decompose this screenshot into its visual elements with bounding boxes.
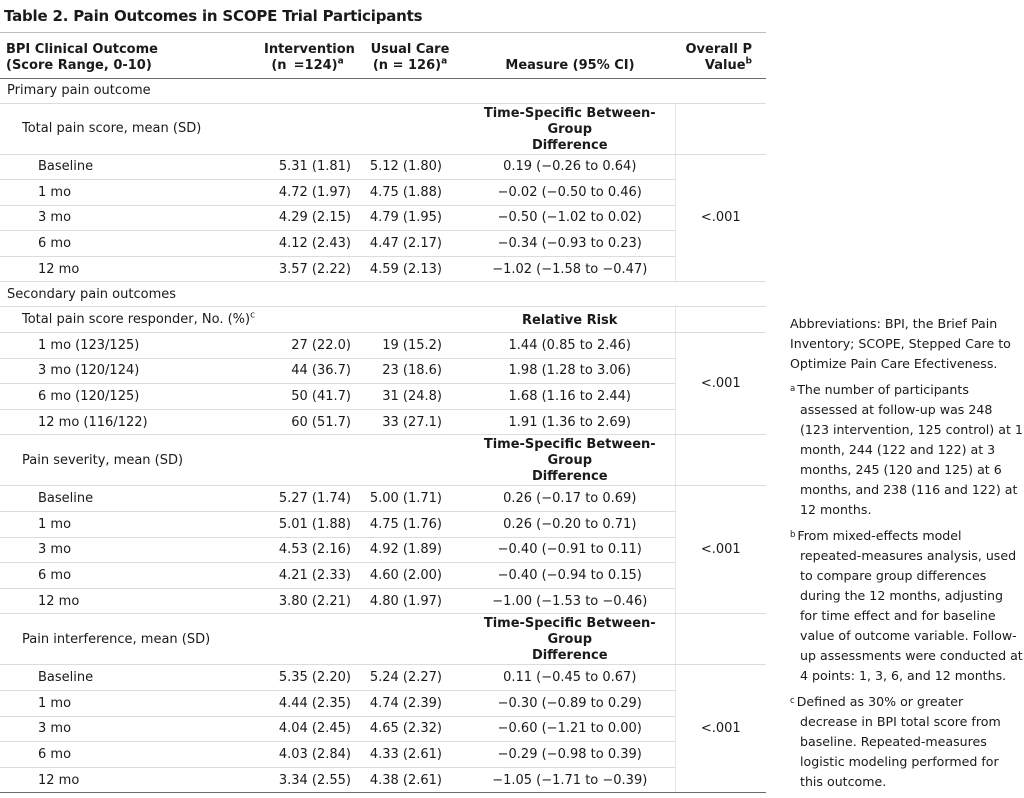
group-measure-label: Time-Specific Between-Group Difference [465, 435, 675, 486]
table-row: 12 mo 3.57 (2.22) 4.59 (2.13) −1.02 (−1.58 to −0.47) [0, 256, 766, 282]
group-measure-label: Time-Specific Between-Group Difference [465, 614, 675, 665]
header-measure: Measure (95% CI) [465, 33, 675, 78]
table-row: 3 mo 4.04 (2.45) 4.65 (2.32) −0.60 (−1.21 to 0.00) [0, 716, 766, 742]
p-value: <.001 [675, 333, 766, 435]
header-intervention: Intervention (n =124)$^a$ [260, 33, 355, 78]
group-row-responder [0, 307, 766, 333]
footnote-b: $^b$ From mixed-effects model repeated-measures analysis, used to compare group differences during the 12 months, adjusting for time effect and for baseline value of outcome variable. Follow-up assessments were conducted at 4 points: 1, 3, 6, and 12 months. [790, 528, 1023, 683]
table-row: 3 mo 4.53 (2.16) 4.92 (1.89) −0.40 (−0.91 to 0.11) [0, 537, 766, 563]
section-row-secondary [0, 282, 766, 307]
table-row: 1 mo 5.01 (1.88) 4.75 (1.76) 0.26 (−0.20 to 0.71) [0, 512, 766, 538]
table-row: 12 mo 3.34 (2.55) 4.38 (2.61) −1.05 (−1.71 to −0.39) [0, 767, 766, 793]
footnote-c: $^c$ Defined as 30% or greater decrease in BPI total score from baseline. Repeated-measures logistic modeling performed for this outcome. [790, 694, 1001, 789]
p-value: <.001 [675, 486, 766, 614]
table-row: 6 mo 4.21 (2.33) 4.60 (2.00) −0.40 (−0.94 to 0.15) [0, 563, 766, 589]
group-row-total-pain [0, 103, 766, 154]
table-row: 6 mo 4.03 (2.84) 4.33 (2.61) −0.29 (−0.98 to 0.39) [0, 742, 766, 768]
table-row: 6 mo (120/125) 50 (41.7) 31 (24.8) 1.68 (1.16 to 2.44) [0, 384, 766, 410]
group-label: Pain severity, mean (SD) [0, 435, 465, 486]
group-measure-label: Relative Risk [465, 307, 675, 333]
abbreviations-note: Abbreviations: BPI, the Brief Pain Inventory; SCOPE, Stepped Care to Optimize Pain Care Efectiveness. [790, 316, 1011, 371]
pain-outcomes-table [0, 33, 766, 793]
p-value: <.001 [675, 665, 766, 793]
table-row: Baseline 5.35 (2.20) 5.24 (2.27) 0.11 (−0.45 to 0.67) <.001 [0, 665, 766, 691]
group-row-interference [0, 614, 766, 665]
table-row: 3 mo 4.29 (2.15) 4.79 (1.95) −0.50 (−1.02 to 0.02) [0, 205, 766, 231]
section-label: Secondary pain outcomes [0, 282, 766, 307]
group-label: Total pain score, mean (SD) [0, 103, 465, 154]
table-row: 12 mo 3.80 (2.21) 4.80 (1.97) −1.00 (−1.53 to −0.46) [0, 588, 766, 614]
table-row: Baseline 5.31 (1.81) 5.12 (1.80) 0.19 (−0.26 to 0.64) <.001 [0, 154, 766, 180]
section-label: Primary pain outcome [0, 78, 766, 103]
group-label: Total pain score responder, No. (%)$^c$ [0, 307, 465, 333]
table-row: Baseline 5.27 (1.74) 5.00 (1.71) 0.26 (−0.17 to 0.69) <.001 [0, 486, 766, 512]
header-row [0, 33, 766, 78]
group-row-severity [0, 435, 766, 486]
header-usual-care: Usual Care (n = 126)$^a$ [355, 33, 465, 78]
header-p-value: Overall P Value$^b$ [675, 33, 766, 78]
footnote-a: $^a$ The number of participants assessed at follow-up was 248 (123 intervention, 125 control) at 1 month, 244 (122 and 122) at 3 months, 245 (120 and 125) at 6 months, and 238 (116 and 122) at 12 months. [790, 382, 1023, 517]
table-row: 3 mo (120/124) 44 (36.7) 23 (18.6) 1.98 (1.28 to 3.06) [0, 358, 766, 384]
table-row: 1 mo (123/125) 27 (22.0) 19 (15.2) 1.44 (0.85 to 2.46) <.001 [0, 333, 766, 359]
table-notes [790, 314, 1024, 798]
table-row: 6 mo 4.12 (2.43) 4.47 (2.17) −0.34 (−0.93 to 0.23) [0, 231, 766, 257]
table-title: Table 2. Pain Outcomes in SCOPE Trial Participants [0, 0, 766, 33]
section-row-primary [0, 78, 766, 103]
table-row: 1 mo 4.72 (1.97) 4.75 (1.88) −0.02 (−0.50 to 0.46) [0, 180, 766, 206]
table-row: 12 mo (116/122) 60 (51.7) 33 (27.1) 1.91 (1.36 to 2.69) [0, 409, 766, 435]
group-measure-label: Time-Specific Between-Group Difference [465, 103, 675, 154]
header-outcome: BPI Clinical Outcome (Score Range, 0-10) [0, 33, 260, 78]
p-value: <.001 [675, 154, 766, 282]
table-row: 1 mo 4.44 (2.35) 4.74 (2.39) −0.30 (−0.89 to 0.29) [0, 691, 766, 717]
group-label: Pain interference, mean (SD) [0, 614, 465, 665]
